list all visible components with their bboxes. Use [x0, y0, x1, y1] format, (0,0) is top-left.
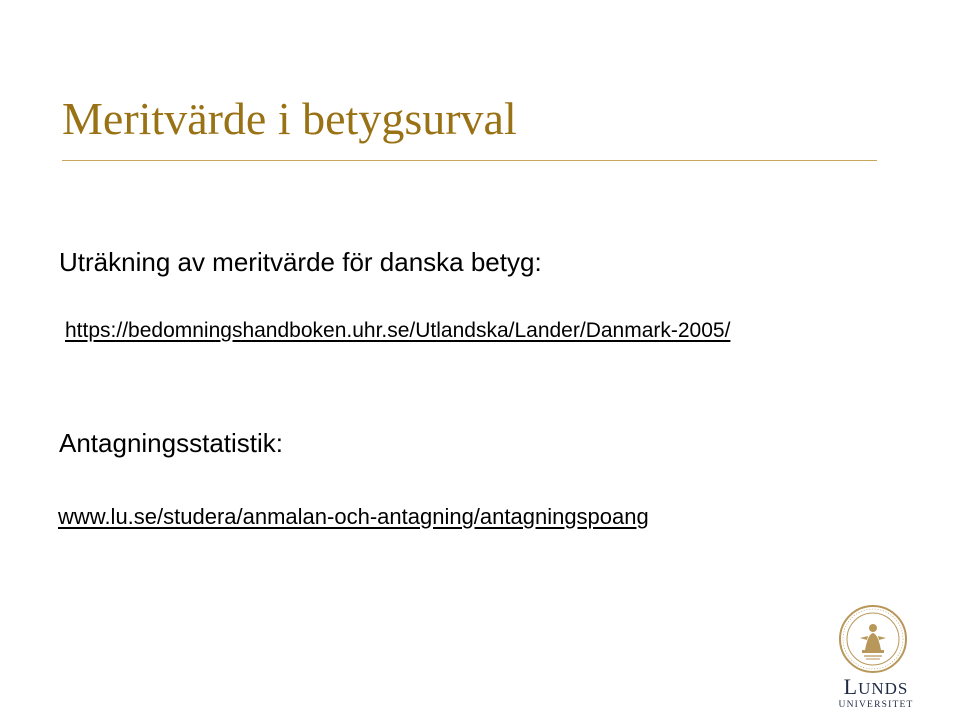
danish-grades-heading: Uträkning av meritvärde för danska betyg: [59, 247, 542, 277]
title-divider [62, 160, 877, 161]
slide-title: Meritvärde i betygsurval [62, 93, 517, 144]
university-seal-icon [838, 604, 908, 674]
logo-name: LUNDS [843, 674, 909, 699]
antagningspoang-link[interactable]: www.lu.se/studera/anmalan-och-antagning/antagningspoang [58, 504, 649, 529]
admission-statistics-heading: Antagningsstatistik: [59, 428, 284, 458]
logo-subtitle: UNIVERSITET [838, 700, 914, 710]
bedomningshandboken-link[interactable]: https://bedomningshandboken.uhr.se/Utlandska/Lander/Danmark-2005/ [65, 319, 731, 342]
lunds-universitet-logo [826, 604, 926, 714]
